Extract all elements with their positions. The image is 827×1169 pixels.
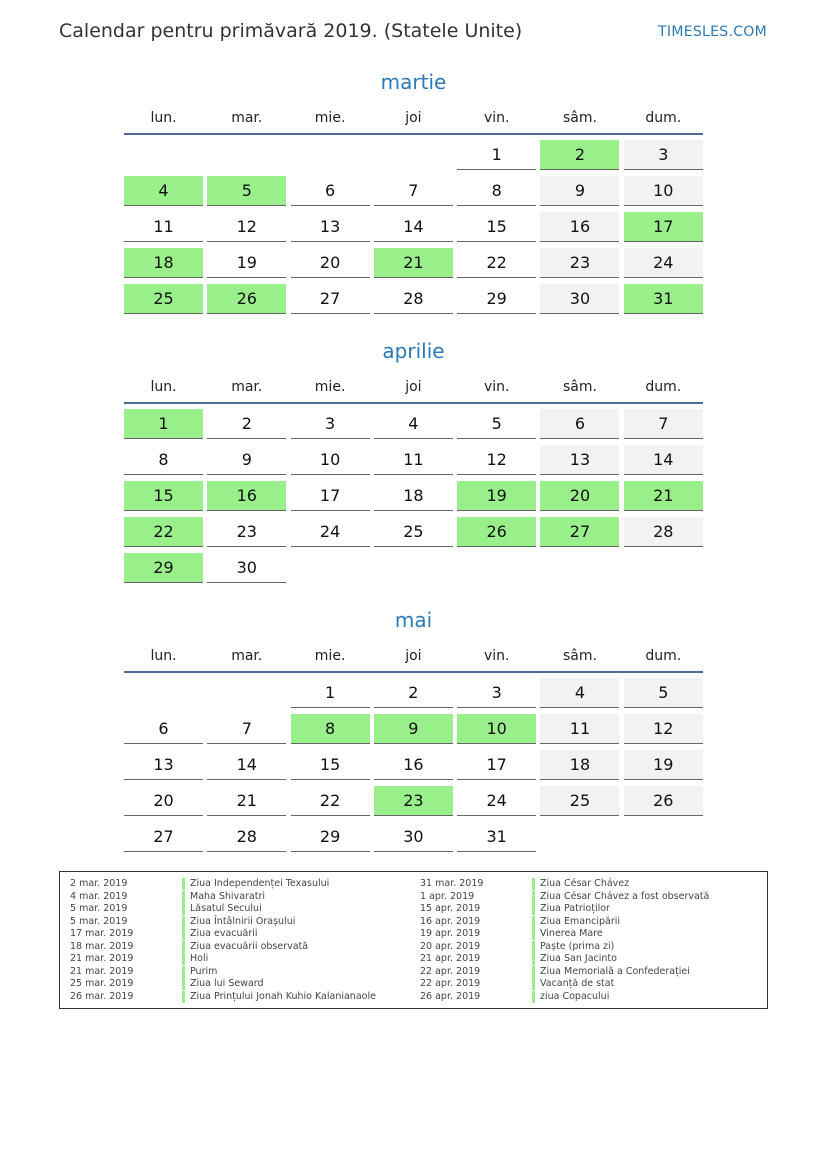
legend-holiday-name: Ziua evacuării observată bbox=[190, 940, 309, 952]
weekend-day-cell[interactable]: 9 bbox=[540, 176, 619, 206]
day-cell[interactable]: 11 bbox=[124, 212, 203, 242]
legend-entry bbox=[420, 916, 709, 929]
legend-color-marker bbox=[182, 953, 185, 965]
week-row bbox=[124, 176, 703, 206]
legend-holiday-name: Maha Shivaratri bbox=[190, 890, 266, 902]
legend-entry bbox=[70, 941, 376, 954]
week-row bbox=[124, 481, 703, 511]
legend-color-marker bbox=[182, 903, 185, 915]
legend-entry bbox=[70, 991, 376, 1004]
weekday-label: mar. bbox=[231, 648, 263, 664]
weekday-label: vin. bbox=[483, 648, 510, 664]
legend-entry bbox=[420, 878, 709, 891]
week-row bbox=[124, 786, 703, 816]
day-cell[interactable]: 6 bbox=[291, 176, 370, 206]
legend-color-marker bbox=[532, 991, 535, 1003]
legend-color-marker bbox=[182, 941, 185, 953]
day-cell[interactable]: 12 bbox=[457, 445, 536, 475]
day-cell[interactable]: 7 bbox=[207, 714, 286, 744]
week-row bbox=[124, 553, 703, 583]
legend-holiday-name: ziua Copacului bbox=[540, 990, 610, 1002]
holiday-day-cell[interactable]: 23 bbox=[374, 786, 453, 816]
week-row bbox=[124, 678, 703, 708]
legend-holiday-name: Ziua César Chávez bbox=[540, 878, 630, 889]
month-name: mai bbox=[394, 608, 433, 632]
weekend-day-cell[interactable]: 10 bbox=[624, 176, 703, 206]
legend-entry bbox=[70, 966, 376, 979]
week-row bbox=[124, 517, 703, 547]
legend-holiday-name: Ziua Întâlnirii Orașului bbox=[190, 915, 296, 927]
legend-date: 22 apr. 2019 bbox=[420, 965, 481, 977]
weekend-day-cell[interactable]: 11 bbox=[540, 714, 619, 744]
day-cell[interactable]: 31 bbox=[457, 822, 536, 852]
legend-column-left bbox=[70, 878, 376, 1003]
day-cell[interactable]: 15 bbox=[291, 750, 370, 780]
legend-date: 21 apr. 2019 bbox=[420, 953, 481, 964]
weekday-label: mar. bbox=[231, 110, 263, 126]
week-row bbox=[124, 445, 703, 475]
week-row bbox=[124, 822, 703, 852]
day-cell[interactable]: 22 bbox=[291, 786, 370, 816]
day-cell[interactable]: 23 bbox=[207, 517, 286, 547]
day-cell[interactable]: 11 bbox=[374, 445, 453, 475]
legend-entry bbox=[70, 953, 376, 966]
day-cell[interactable]: 3 bbox=[291, 409, 370, 439]
weekday-label: lun. bbox=[150, 648, 177, 664]
day-cell[interactable]: 15 bbox=[457, 212, 536, 242]
legend-date: 4 mar. 2019 bbox=[70, 890, 128, 902]
holiday-day-cell[interactable]: 5 bbox=[207, 176, 286, 206]
day-cell[interactable]: 17 bbox=[291, 481, 370, 511]
weekday-label: joi bbox=[405, 379, 422, 395]
weekend-day-cell[interactable]: 19 bbox=[624, 750, 703, 780]
holiday-day-cell[interactable]: 21 bbox=[624, 481, 703, 511]
legend-entry bbox=[70, 928, 376, 941]
day-cell[interactable]: 28 bbox=[207, 822, 286, 852]
weekend-day-cell[interactable]: 18 bbox=[540, 750, 619, 780]
day-cell[interactable]: 17 bbox=[457, 750, 536, 780]
holiday-day-cell[interactable]: 18 bbox=[124, 248, 203, 278]
legend-color-marker bbox=[532, 878, 535, 890]
day-cell[interactable]: 27 bbox=[291, 284, 370, 314]
weekend-day-cell[interactable]: 23 bbox=[540, 248, 619, 278]
legend-holiday-name: Purim bbox=[190, 965, 218, 977]
weekday-label: dum. bbox=[645, 379, 682, 395]
legend-date: 15 apr. 2019 bbox=[420, 903, 481, 914]
legend-holiday-name: Paște (prima zi) bbox=[540, 940, 615, 952]
weekend-day-cell[interactable]: 6 bbox=[540, 409, 619, 439]
legend-color-marker bbox=[182, 991, 185, 1003]
weekday-label: joi bbox=[405, 110, 422, 126]
legend-date: 26 apr. 2019 bbox=[420, 990, 481, 1002]
holiday-day-cell[interactable]: 25 bbox=[124, 284, 203, 314]
day-cell[interactable]: 24 bbox=[457, 786, 536, 816]
day-cell[interactable]: 20 bbox=[124, 786, 203, 816]
week-row bbox=[124, 284, 703, 314]
holiday-day-cell[interactable]: 27 bbox=[540, 517, 619, 547]
legend-entry bbox=[420, 903, 709, 916]
legend-color-marker bbox=[532, 941, 535, 953]
weekday-header bbox=[124, 647, 703, 673]
legend-entry bbox=[420, 928, 709, 941]
weekend-day-cell[interactable]: 16 bbox=[540, 212, 619, 242]
legend-entry bbox=[420, 891, 709, 904]
legend-color-marker bbox=[532, 891, 535, 903]
day-cell[interactable]: 1 bbox=[457, 140, 536, 170]
day-cell[interactable]: 14 bbox=[207, 750, 286, 780]
week-row bbox=[124, 248, 703, 278]
legend-date: 1 apr. 2019 bbox=[420, 890, 475, 902]
weekday-label: sâm. bbox=[563, 648, 597, 664]
day-cell[interactable]: 30 bbox=[374, 822, 453, 852]
legend-color-marker bbox=[532, 953, 535, 965]
day-cell[interactable]: 9 bbox=[207, 445, 286, 475]
weekday-label: sâm. bbox=[563, 379, 597, 395]
day-cell[interactable]: 1 bbox=[291, 678, 370, 708]
legend-holiday-name: Ziua evacuării bbox=[190, 928, 258, 939]
legend-holiday-name: Vinerea Mare bbox=[540, 928, 603, 939]
weekday-header bbox=[124, 109, 703, 135]
legend-holiday-name: Ziua lui Seward bbox=[190, 978, 264, 989]
day-cell[interactable]: 30 bbox=[207, 553, 286, 583]
holiday-day-cell[interactable]: 20 bbox=[540, 481, 619, 511]
holiday-day-cell[interactable]: 15 bbox=[124, 481, 203, 511]
day-cell[interactable]: 4 bbox=[374, 409, 453, 439]
holiday-day-cell[interactable]: 19 bbox=[457, 481, 536, 511]
legend-color-marker bbox=[532, 916, 535, 928]
day-cell[interactable]: 29 bbox=[291, 822, 370, 852]
day-cell[interactable]: 5 bbox=[457, 409, 536, 439]
legend-date: 19 apr. 2019 bbox=[420, 928, 481, 939]
holiday-day-cell[interactable]: 31 bbox=[624, 284, 703, 314]
legend-color-marker bbox=[182, 878, 185, 890]
holiday-day-cell[interactable]: 21 bbox=[374, 248, 453, 278]
month-grid bbox=[124, 409, 703, 583]
legend-color-marker bbox=[532, 966, 535, 978]
legend-entry bbox=[70, 903, 376, 916]
legend-holiday-name: Holi bbox=[190, 953, 209, 964]
day-cell[interactable]: 22 bbox=[457, 248, 536, 278]
weekday-header bbox=[124, 378, 703, 404]
weekend-day-cell[interactable]: 5 bbox=[624, 678, 703, 708]
legend-date: 21 mar. 2019 bbox=[70, 953, 134, 964]
legend-color-marker bbox=[532, 978, 535, 990]
weekday-label: mie. bbox=[314, 648, 346, 664]
page-title: Calendar pentru primăvară 2019. (Statele Unite) bbox=[59, 20, 523, 42]
legend-color-marker bbox=[532, 903, 535, 915]
legend-color-marker bbox=[182, 966, 185, 978]
legend-date: 25 mar. 2019 bbox=[70, 978, 134, 989]
legend-entry bbox=[70, 978, 376, 991]
legend-date: 5 mar. 2019 bbox=[70, 903, 128, 914]
weekday-label: dum. bbox=[645, 110, 682, 126]
legend-entry bbox=[420, 978, 709, 991]
legend-color-marker bbox=[182, 928, 185, 940]
legend-date: 18 mar. 2019 bbox=[70, 940, 134, 952]
week-row bbox=[124, 140, 703, 170]
legend-column-right bbox=[420, 878, 709, 1003]
holiday-day-cell[interactable]: 4 bbox=[124, 176, 203, 206]
day-cell[interactable]: 8 bbox=[457, 176, 536, 206]
month-april bbox=[124, 336, 703, 588]
day-cell[interactable]: 10 bbox=[291, 445, 370, 475]
day-cell[interactable]: 25 bbox=[374, 517, 453, 547]
week-row bbox=[124, 714, 703, 744]
day-cell[interactable]: 18 bbox=[374, 481, 453, 511]
legend-holiday-name: Ziua Independenței Texasului bbox=[190, 878, 330, 889]
weekday-label: sâm. bbox=[563, 110, 597, 126]
legend-entry bbox=[70, 878, 376, 891]
month-grid bbox=[124, 140, 703, 314]
holiday-day-cell[interactable]: 26 bbox=[207, 284, 286, 314]
weekday-label: lun. bbox=[150, 379, 177, 395]
holiday-legend bbox=[59, 871, 768, 1009]
month-name: aprilie bbox=[382, 339, 445, 363]
day-cell[interactable]: 27 bbox=[124, 822, 203, 852]
legend-date: 2 mar. 2019 bbox=[70, 878, 128, 889]
day-cell[interactable]: 13 bbox=[124, 750, 203, 780]
legend-color-marker bbox=[182, 891, 185, 903]
holiday-day-cell[interactable]: 9 bbox=[374, 714, 453, 744]
legend-entry bbox=[70, 891, 376, 904]
brand-logo[interactable]: TIMESLES.COM bbox=[658, 24, 767, 40]
weekend-day-cell[interactable]: 26 bbox=[624, 786, 703, 816]
holiday-day-cell[interactable]: 1 bbox=[124, 409, 203, 439]
legend-date: 26 mar. 2019 bbox=[70, 990, 134, 1002]
day-cell[interactable]: 19 bbox=[207, 248, 286, 278]
weekend-day-cell[interactable]: 3 bbox=[624, 140, 703, 170]
day-cell[interactable]: 2 bbox=[207, 409, 286, 439]
weekday-label: mie. bbox=[314, 110, 346, 126]
week-row bbox=[124, 409, 703, 439]
weekday-label: dum. bbox=[645, 648, 682, 664]
day-cell[interactable]: 12 bbox=[207, 212, 286, 242]
day-cell[interactable]: 20 bbox=[291, 248, 370, 278]
day-cell[interactable]: 6 bbox=[124, 714, 203, 744]
legend-holiday-name: Ziua Patrioților bbox=[540, 903, 610, 914]
legend-entry bbox=[420, 991, 709, 1004]
legend-entry bbox=[420, 953, 709, 966]
legend-holiday-name: Vacanță de stat bbox=[540, 978, 615, 989]
weekend-day-cell[interactable]: 25 bbox=[540, 786, 619, 816]
month-march bbox=[124, 67, 703, 319]
legend-holiday-name: Ziua Emancipării bbox=[540, 915, 621, 927]
weekday-label: vin. bbox=[483, 379, 510, 395]
weekend-day-cell[interactable]: 4 bbox=[540, 678, 619, 708]
weekend-day-cell[interactable]: 30 bbox=[540, 284, 619, 314]
weekend-day-cell[interactable]: 7 bbox=[624, 409, 703, 439]
weekday-label: joi bbox=[405, 648, 422, 664]
legend-date: 17 mar. 2019 bbox=[70, 928, 134, 939]
legend-entry bbox=[420, 941, 709, 954]
weekday-label: lun. bbox=[150, 110, 177, 126]
holiday-day-cell[interactable]: 29 bbox=[124, 553, 203, 583]
legend-date: 5 mar. 2019 bbox=[70, 915, 128, 927]
holiday-day-cell[interactable]: 10 bbox=[457, 714, 536, 744]
legend-holiday-name: Ziua Prințului Jonah Kuhio Kalanianaole bbox=[190, 990, 376, 1002]
day-cell[interactable]: 28 bbox=[374, 284, 453, 314]
day-cell[interactable]: 21 bbox=[207, 786, 286, 816]
legend-holiday-name: Ziua Memorială a Confederației bbox=[540, 965, 690, 977]
legend-holiday-name: Ziua San Jacinto bbox=[540, 953, 617, 964]
holiday-day-cell[interactable]: 2 bbox=[540, 140, 619, 170]
day-cell[interactable]: 2 bbox=[374, 678, 453, 708]
day-cell[interactable]: 3 bbox=[457, 678, 536, 708]
legend-entry bbox=[70, 916, 376, 929]
legend-color-marker bbox=[182, 916, 185, 928]
day-cell[interactable]: 7 bbox=[374, 176, 453, 206]
legend-entry bbox=[420, 966, 709, 979]
day-cell[interactable]: 14 bbox=[374, 212, 453, 242]
week-row bbox=[124, 212, 703, 242]
legend-holiday-name: Ziua César Chávez a fost observată bbox=[540, 890, 710, 902]
weekday-label: vin. bbox=[483, 110, 510, 126]
weekend-day-cell[interactable]: 13 bbox=[540, 445, 619, 475]
holiday-day-cell[interactable]: 26 bbox=[457, 517, 536, 547]
holiday-day-cell[interactable]: 17 bbox=[624, 212, 703, 242]
day-cell[interactable]: 29 bbox=[457, 284, 536, 314]
weekend-day-cell[interactable]: 12 bbox=[624, 714, 703, 744]
month-name: martie bbox=[380, 70, 447, 94]
legend-color-marker bbox=[532, 928, 535, 940]
legend-date: 20 apr. 2019 bbox=[420, 940, 481, 952]
weekend-day-cell[interactable]: 28 bbox=[624, 517, 703, 547]
day-cell[interactable]: 24 bbox=[291, 517, 370, 547]
month-may bbox=[124, 605, 703, 857]
legend-holiday-name: Lăsatul Secului bbox=[190, 903, 262, 914]
weekend-day-cell[interactable]: 14 bbox=[624, 445, 703, 475]
day-cell[interactable]: 16 bbox=[374, 750, 453, 780]
day-cell[interactable]: 8 bbox=[124, 445, 203, 475]
holiday-day-cell[interactable]: 8 bbox=[291, 714, 370, 744]
day-cell[interactable]: 13 bbox=[291, 212, 370, 242]
week-row bbox=[124, 750, 703, 780]
weekday-label: mie. bbox=[314, 379, 346, 395]
legend-color-marker bbox=[182, 978, 185, 990]
legend-date: 31 mar. 2019 bbox=[420, 878, 484, 889]
holiday-day-cell[interactable]: 22 bbox=[124, 517, 203, 547]
legend-date: 16 apr. 2019 bbox=[420, 915, 481, 927]
legend-date: 22 apr. 2019 bbox=[420, 978, 481, 989]
weekday-label: mar. bbox=[231, 379, 263, 395]
holiday-day-cell[interactable]: 16 bbox=[207, 481, 286, 511]
weekend-day-cell[interactable]: 24 bbox=[624, 248, 703, 278]
legend-date: 21 mar. 2019 bbox=[70, 965, 134, 977]
month-grid bbox=[124, 678, 703, 852]
